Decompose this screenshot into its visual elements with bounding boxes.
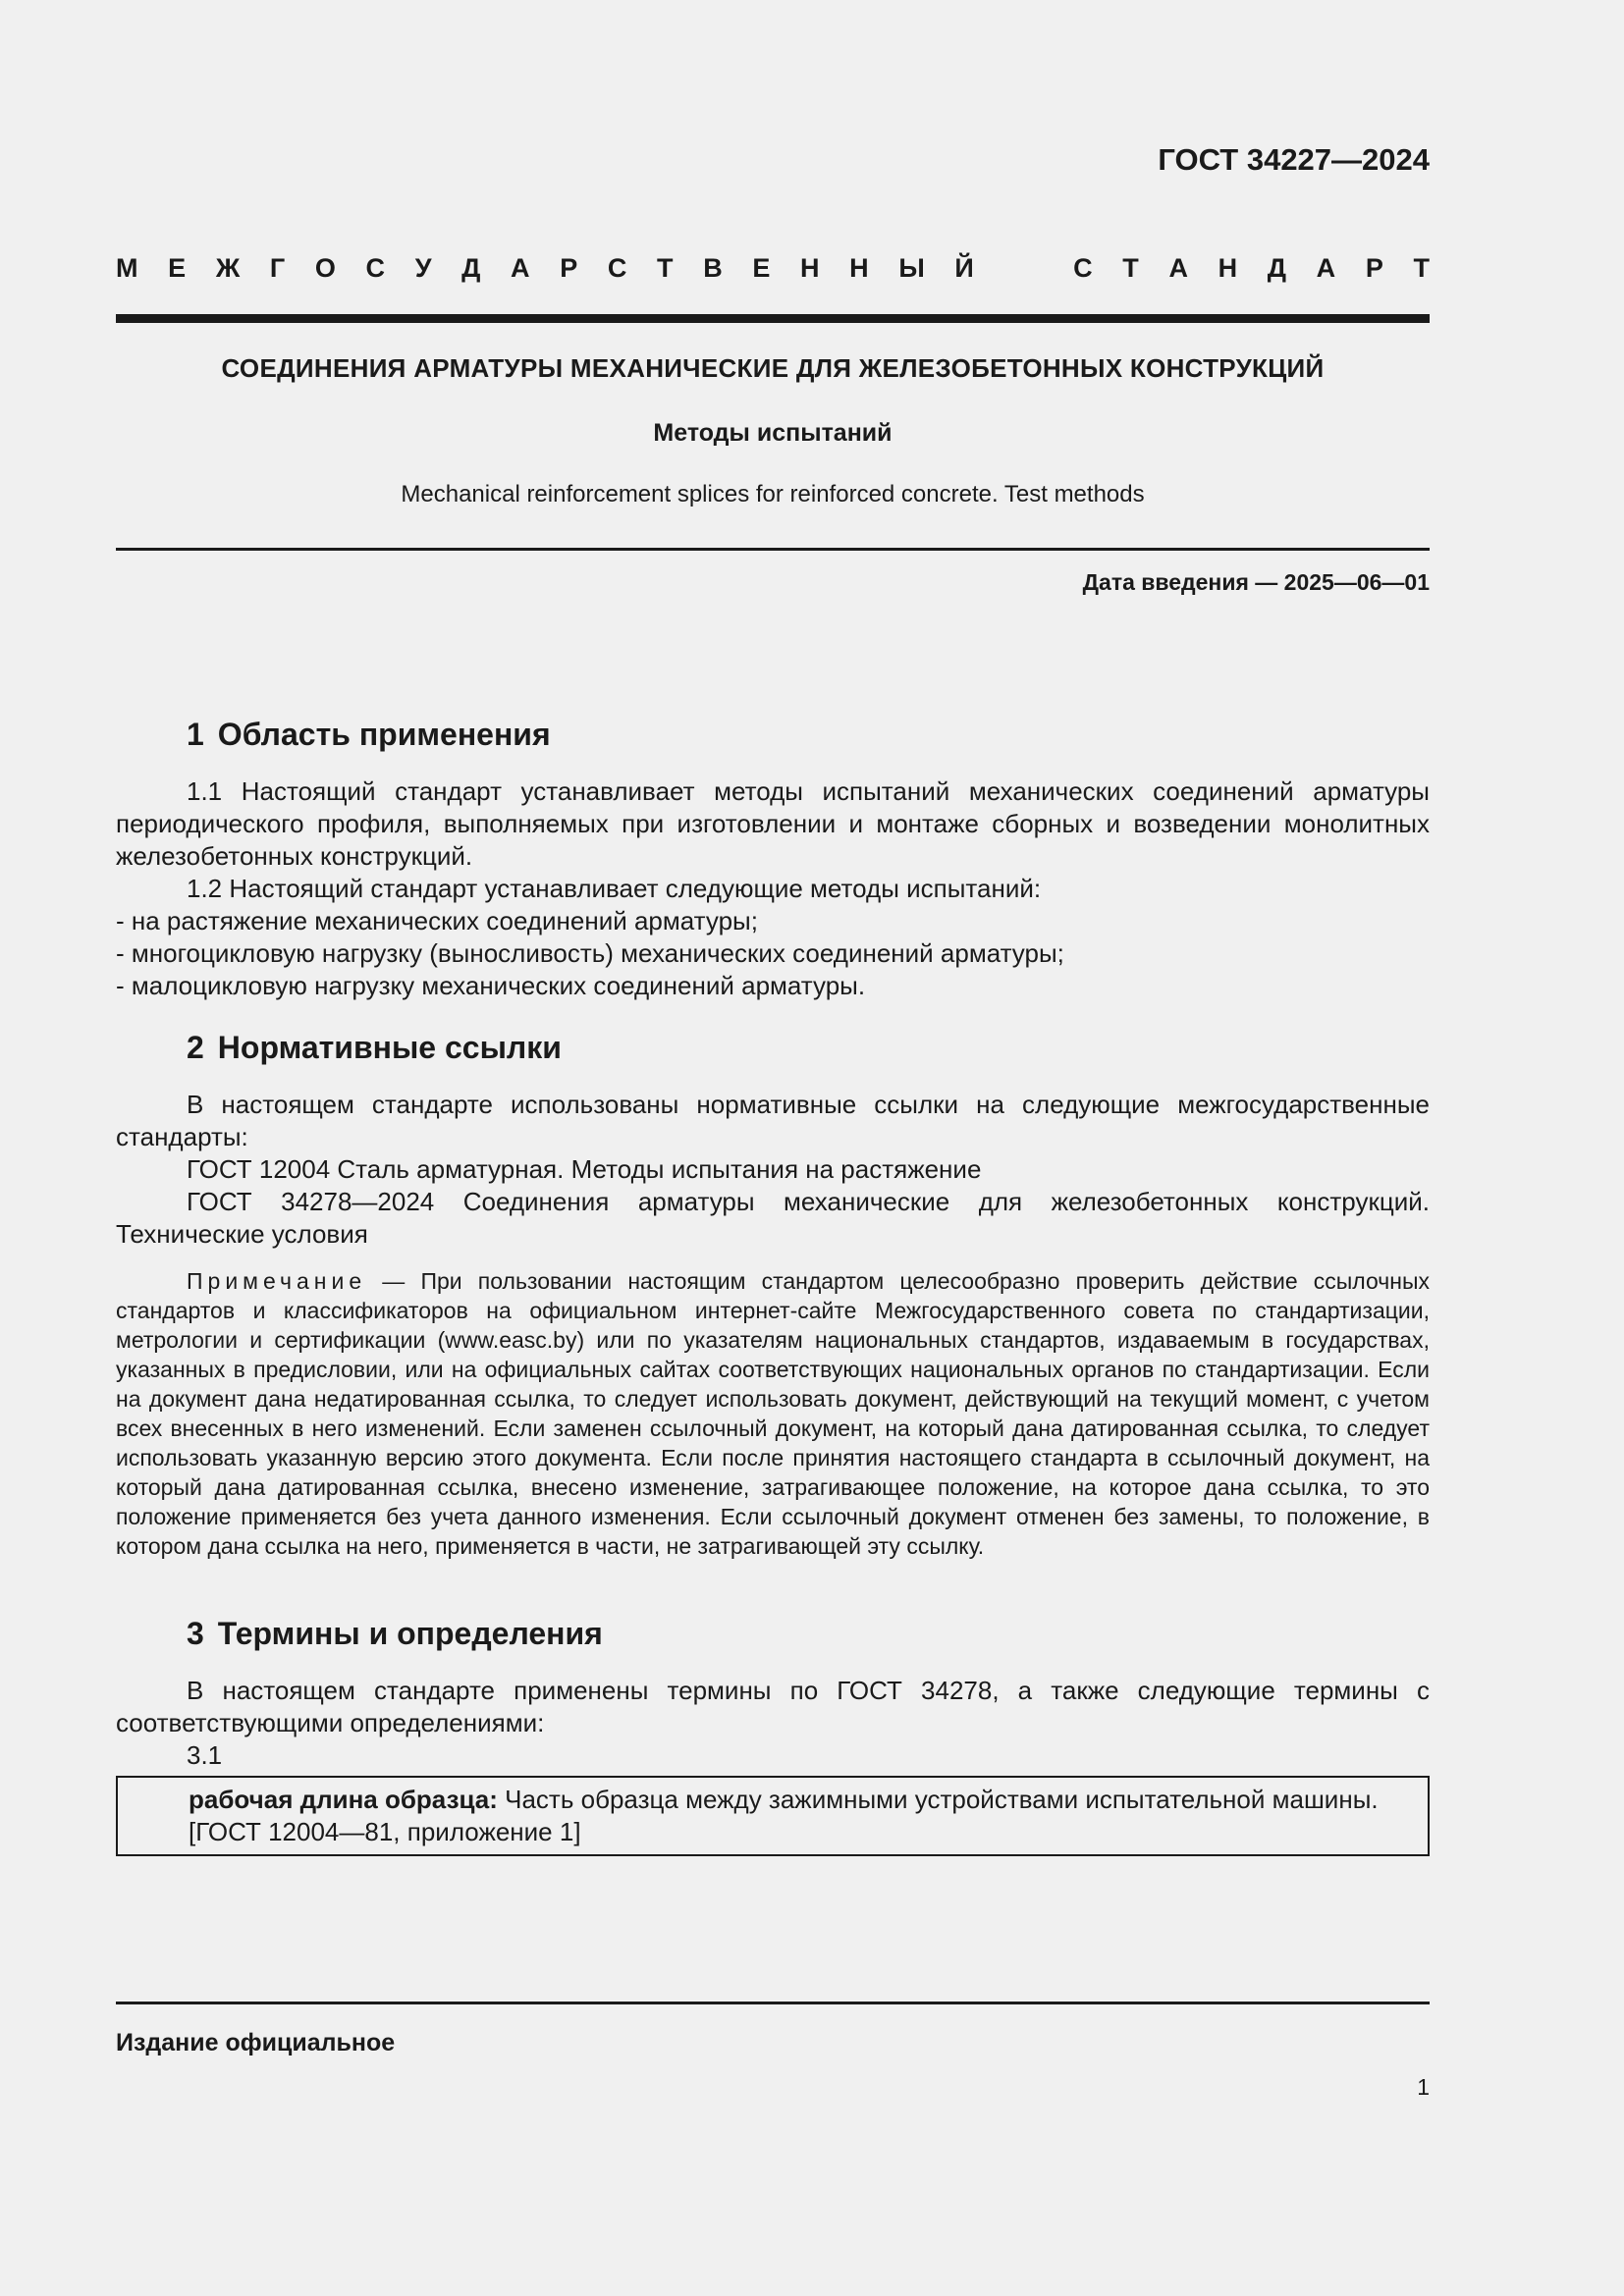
section-3-heading: 3 Термины и определения [187, 1616, 603, 1651]
heading-letter: М [116, 253, 138, 283]
document-number: ГОСТ 34227—2024 [1158, 142, 1430, 177]
list-item: - малоцикловую нагрузку механических соединений арматуры. [116, 971, 866, 1000]
normative-reference-2: ГОСТ 34278—2024 Соединения арматуры механические для железобетонных конструкций. Технические условия [116, 1187, 1430, 1249]
heading-letter: С [365, 253, 386, 283]
heading-letter: Й [954, 253, 974, 283]
heading-letter: Е [168, 253, 187, 283]
section-3-paragraph-1: В настоящем стандарте применены термины по ГОСТ 34278, а также следующие термины с соответствующими определениями: [116, 1676, 1430, 1737]
document-body [116, 711, 1430, 1856]
term-name: рабочая длина образца: [189, 1785, 498, 1814]
heading-letter: А [1168, 253, 1188, 283]
heading-letter: Т [1122, 253, 1139, 283]
heading-letter: Р [1365, 253, 1383, 283]
word-gap [1003, 253, 1043, 284]
term-definition-box [116, 1776, 1430, 1856]
heading-letter: А [1316, 253, 1336, 283]
heading-letter: Г [269, 253, 286, 283]
term-source: [ГОСТ 12004—81, приложение 1] [189, 1817, 581, 1846]
note-text: — При пользовании настоящим стандартом целесообразно проверить действие ссылочных стандартов и классификаторов на официальном интернет-сайте Межгосударственного совета по стандартизации, метрологии и сертификации (www.easc.by) или по указателям национальных стандартов, издаваемым в государствах, указанных в предисловии, или на официальных сайтах соответствующих национальных органов по стандартизации. Если на документ дана недатированная ссылка, то следует использовать документ, действующий на текущий момент, с учетом всех внесенных в него изменений. Если заменен ссылочный документ, на который дана датированная ссылка, то следует использовать указанную версию этого документа. Если после принятия настоящего стандарта в ссылочный документ, на который дана датированная ссылка, внесено изменение, затрагивающее положение, на которое дана ссылка, то это положение применяется без учета данного изменения. Если ссылочный документ отменен без замены, то положение, в котором дана ссылка на него, применяется в части, не затрагивающей эту ссылку. [116, 1268, 1430, 1559]
heading-letter: Н [1218, 253, 1238, 283]
section-2-paragraph-1: В настоящем стандарте использованы нормативные ссылки на следующие межгосударственные стандарты: [116, 1090, 1430, 1151]
heading-letter: В [703, 253, 723, 283]
term-number: 3.1 [187, 1740, 223, 1770]
document-title: СОЕДИНЕНИЯ АРМАТУРЫ МЕХАНИЧЕСКИЕ ДЛЯ ЖЕЛЕЗОБЕТОННЫХ КОНСТРУКЦИЙ [221, 353, 1325, 383]
section-1-paragraph-2: 1.2 Настоящий стандарт устанавливает следующие методы испытаний: [187, 874, 1042, 903]
heading-letter: С [1073, 253, 1093, 283]
normative-reference-1: ГОСТ 12004 Сталь арматурная. Методы испытания на растяжение [187, 1154, 982, 1184]
section-2-note [116, 1266, 1430, 1561]
section-2-heading: 2 Нормативные ссылки [187, 1030, 562, 1065]
document-subtitle: Методы испытаний [653, 419, 893, 447]
heading-letter: Н [849, 253, 869, 283]
introduction-date: Дата введения — 2025—06—01 [1082, 569, 1430, 595]
term-definition-text: Часть образца между зажимными устройствами испытательной машины. [497, 1785, 1379, 1814]
heading-letter: Т [657, 253, 674, 283]
page-number: 1 [1417, 2074, 1430, 2100]
heading-letter: Р [560, 253, 578, 283]
list-item: - на растяжение механических соединений арматуры; [116, 906, 758, 935]
heading-letter: Н [800, 253, 820, 283]
heading-letter: Ж [215, 253, 241, 283]
footer-divider-rule [116, 2002, 1430, 2004]
heading-letter: У [414, 253, 432, 283]
header-thick-rule [116, 314, 1430, 323]
section-1-heading: 1 Область применения [187, 717, 551, 752]
title-divider-rule [116, 548, 1430, 551]
note-label: Примечание [187, 1268, 367, 1294]
heading-letter: Е [752, 253, 771, 283]
list-item: - многоцикловую нагрузку (выносливость) механических соединений арматуры; [116, 938, 1064, 968]
standard-type-heading [116, 253, 1430, 284]
heading-letter: Ы [898, 253, 925, 283]
section-1-paragraph-1: 1.1 Настоящий стандарт устанавливает методы испытаний механических соединений арматуры периодического профиля, выполняемых при изготовлении и монтаже сборных и возведении монолитных железобетонных конструкций. [116, 776, 1430, 871]
heading-letter: Д [461, 253, 481, 283]
heading-letter: Т [1413, 253, 1430, 283]
heading-letter: С [607, 253, 627, 283]
heading-letter: Д [1267, 253, 1287, 283]
heading-letter: О [314, 253, 336, 283]
document-title-english: Mechanical reinforcement splices for reinforced concrete. Test methods [401, 481, 1145, 507]
heading-letter: А [511, 253, 530, 283]
official-edition-label: Издание официальное [116, 2029, 396, 2056]
term-definition [118, 1784, 1414, 1816]
